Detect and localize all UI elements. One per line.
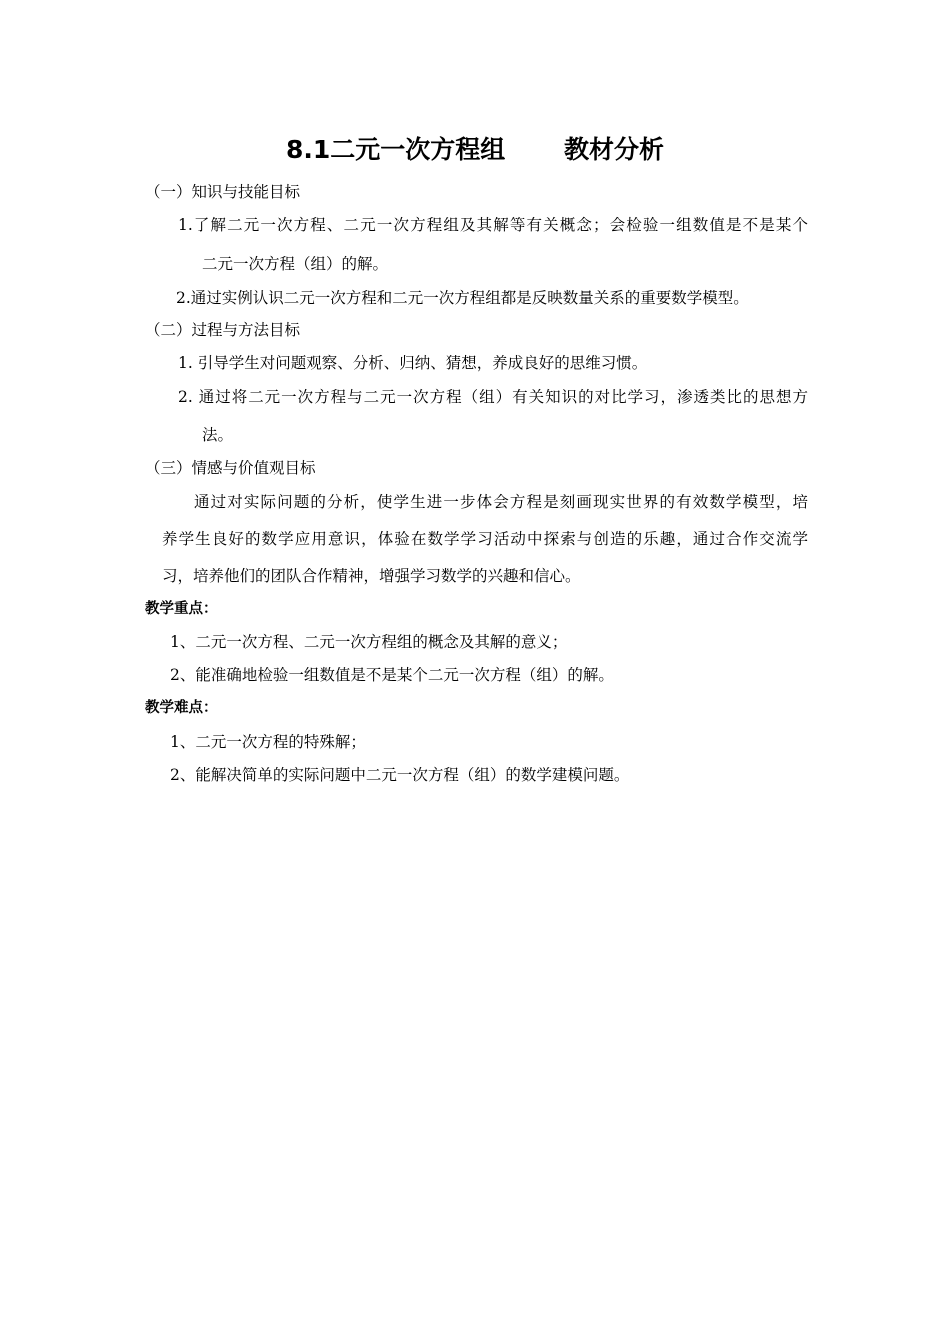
paragraph-line: 养学生良好的数学应用意识，体验在数学学习活动中探索与创造的乐趣，通过合作交流学	[162, 530, 808, 548]
objective-item: 1.了解二元一次方程、二元一次方程组及其解等有关概念；会检验一组数值是不是某个	[178, 216, 808, 234]
section-heading-process: （二）过程与方法目标	[145, 321, 301, 339]
page-title: 8.1二元一次方程组 教材分析	[286, 135, 664, 164]
objective-item-continuation: 二元一次方程（组）的解。	[202, 255, 389, 273]
objective-item: 2.通过实例认识二元一次方程和二元一次方程组都是反映数量关系的重要数学模型。	[176, 289, 749, 307]
section-heading-knowledge: （一）知识与技能目标	[145, 183, 301, 201]
key-points-heading: 教学重点：	[145, 601, 218, 617]
paragraph-line: 习，培养他们的团队合作精神，增强学习数学的兴趣和信心。	[162, 567, 581, 585]
key-point-item: 1、二元一次方程、二元一次方程组的概念及其解的意义；	[170, 633, 568, 651]
objective-item: 1. 引导学生对问题观察、分析、归纳、猜想，养成良好的思维习惯。	[178, 354, 648, 372]
difficult-points-heading: 教学难点：	[145, 700, 218, 716]
difficult-point-item: 2、能解决简单的实际问题中二元一次方程（组）的数学建模问题。	[170, 766, 630, 784]
objective-item: 2. 通过将二元一次方程与二元一次方程（组）有关知识的对比学习，渗透类比的思想方	[178, 388, 808, 406]
paragraph-line: 通过对实际问题的分析，使学生进一步体会方程是刻画现实世界的有效数学模型，培	[194, 493, 808, 511]
difficult-point-item: 1、二元一次方程的特殊解；	[170, 733, 366, 751]
section-heading-values: （三）情感与价值观目标	[145, 459, 316, 477]
objective-item-continuation: 法。	[202, 426, 234, 444]
key-point-item: 2、能准确地检验一组数值是不是某个二元一次方程（组）的解。	[170, 666, 614, 684]
